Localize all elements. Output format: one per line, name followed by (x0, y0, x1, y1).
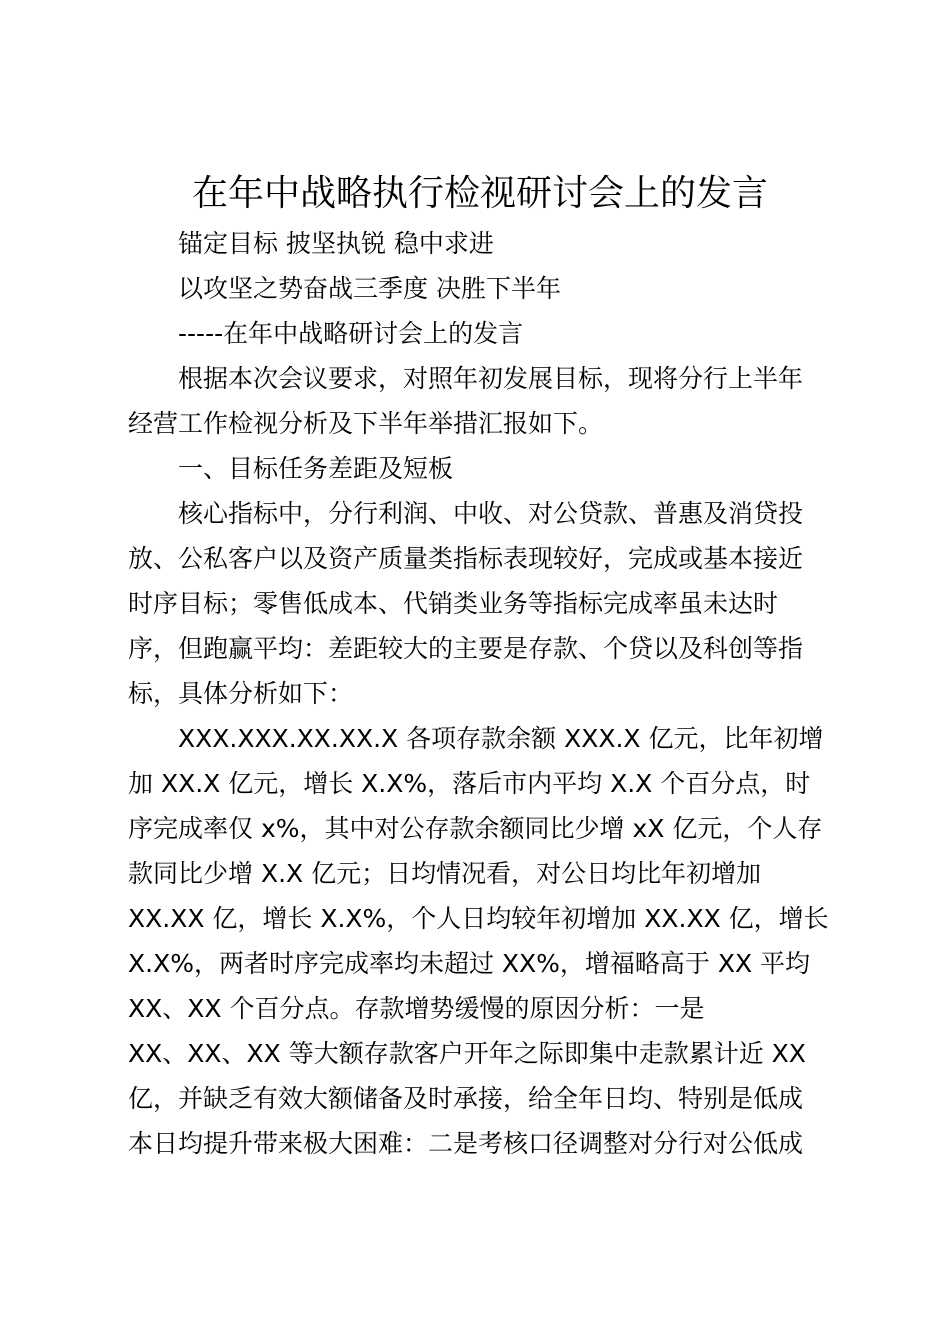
section-heading: 一、目标任务差距及短板 (178, 454, 454, 483)
body-line: 本日均提升带来极大困难：二是考核口径调整对分行对公低成 (128, 1129, 804, 1158)
body-line: 核心指标中，分行利润、中收、对公贷款、普惠及消贷投 (178, 499, 804, 528)
body-line: X.X%，两者时序完成率均未超过 XX%，增福略高于 XX 平均 (128, 949, 811, 978)
subtitle-line-1: 锚定目标 披坚执锐 稳中求进 (178, 229, 494, 258)
body-line: 款同比少增 X.X 亿元；日均情况看，对公日均比年初增加 (128, 859, 762, 888)
body-line: 放、公私客户以及资产质量类指标表现较好，完成或基本接近 (128, 544, 804, 573)
body-line: 序完成率仅 x%，其中对公存款余额同比少增 xX 亿元，个人存 (128, 814, 823, 843)
body-line: XX.XX 亿，增长 X.X%，个人日均较年初增加 XX.XX 亿，增长 (128, 904, 829, 933)
body-line: 加 XX.X 亿元，增长 X.X%，落后市内平均 X.X 个百分点，时 (128, 769, 811, 798)
body-line: XXX.XXX.XX.XX.X 各项存款余额 XXX.X 亿元，比年初增 (178, 724, 824, 753)
document-title: 在年中战略执行检视研讨会上的发言 (191, 173, 768, 214)
body-line: XX、XX、XX 等大额存款客户开年之际即集中走款累计近 XX (128, 1039, 806, 1068)
body-line: 根据本次会议要求，对照年初发展目标，现将分行上半年 (178, 364, 804, 393)
subtitle-line-2: 以攻坚之势奋战三季度 决胜下半年 (178, 274, 561, 303)
body-line: XX、XX 个百分点。存款增势缓慢的原因分析：一是 (128, 994, 705, 1023)
body-line: 经营工作检视分析及下半年举措汇报如下。 (128, 409, 604, 438)
subtitle-line-3: -----在年中战略研讨会上的发言 (178, 319, 524, 348)
body-line: 序，但跑赢平均：差距较大的主要是存款、个贷以及科创等指 (128, 634, 804, 663)
body-line: 时序目标；零售低成本、代销类业务等指标完成率虽未达时 (128, 589, 779, 618)
body-line: 亿，并缺乏有效大额储备及时承接，给全年日均、特别是低成 (128, 1084, 804, 1113)
body-line: 标，具体分析如下： (128, 679, 354, 708)
